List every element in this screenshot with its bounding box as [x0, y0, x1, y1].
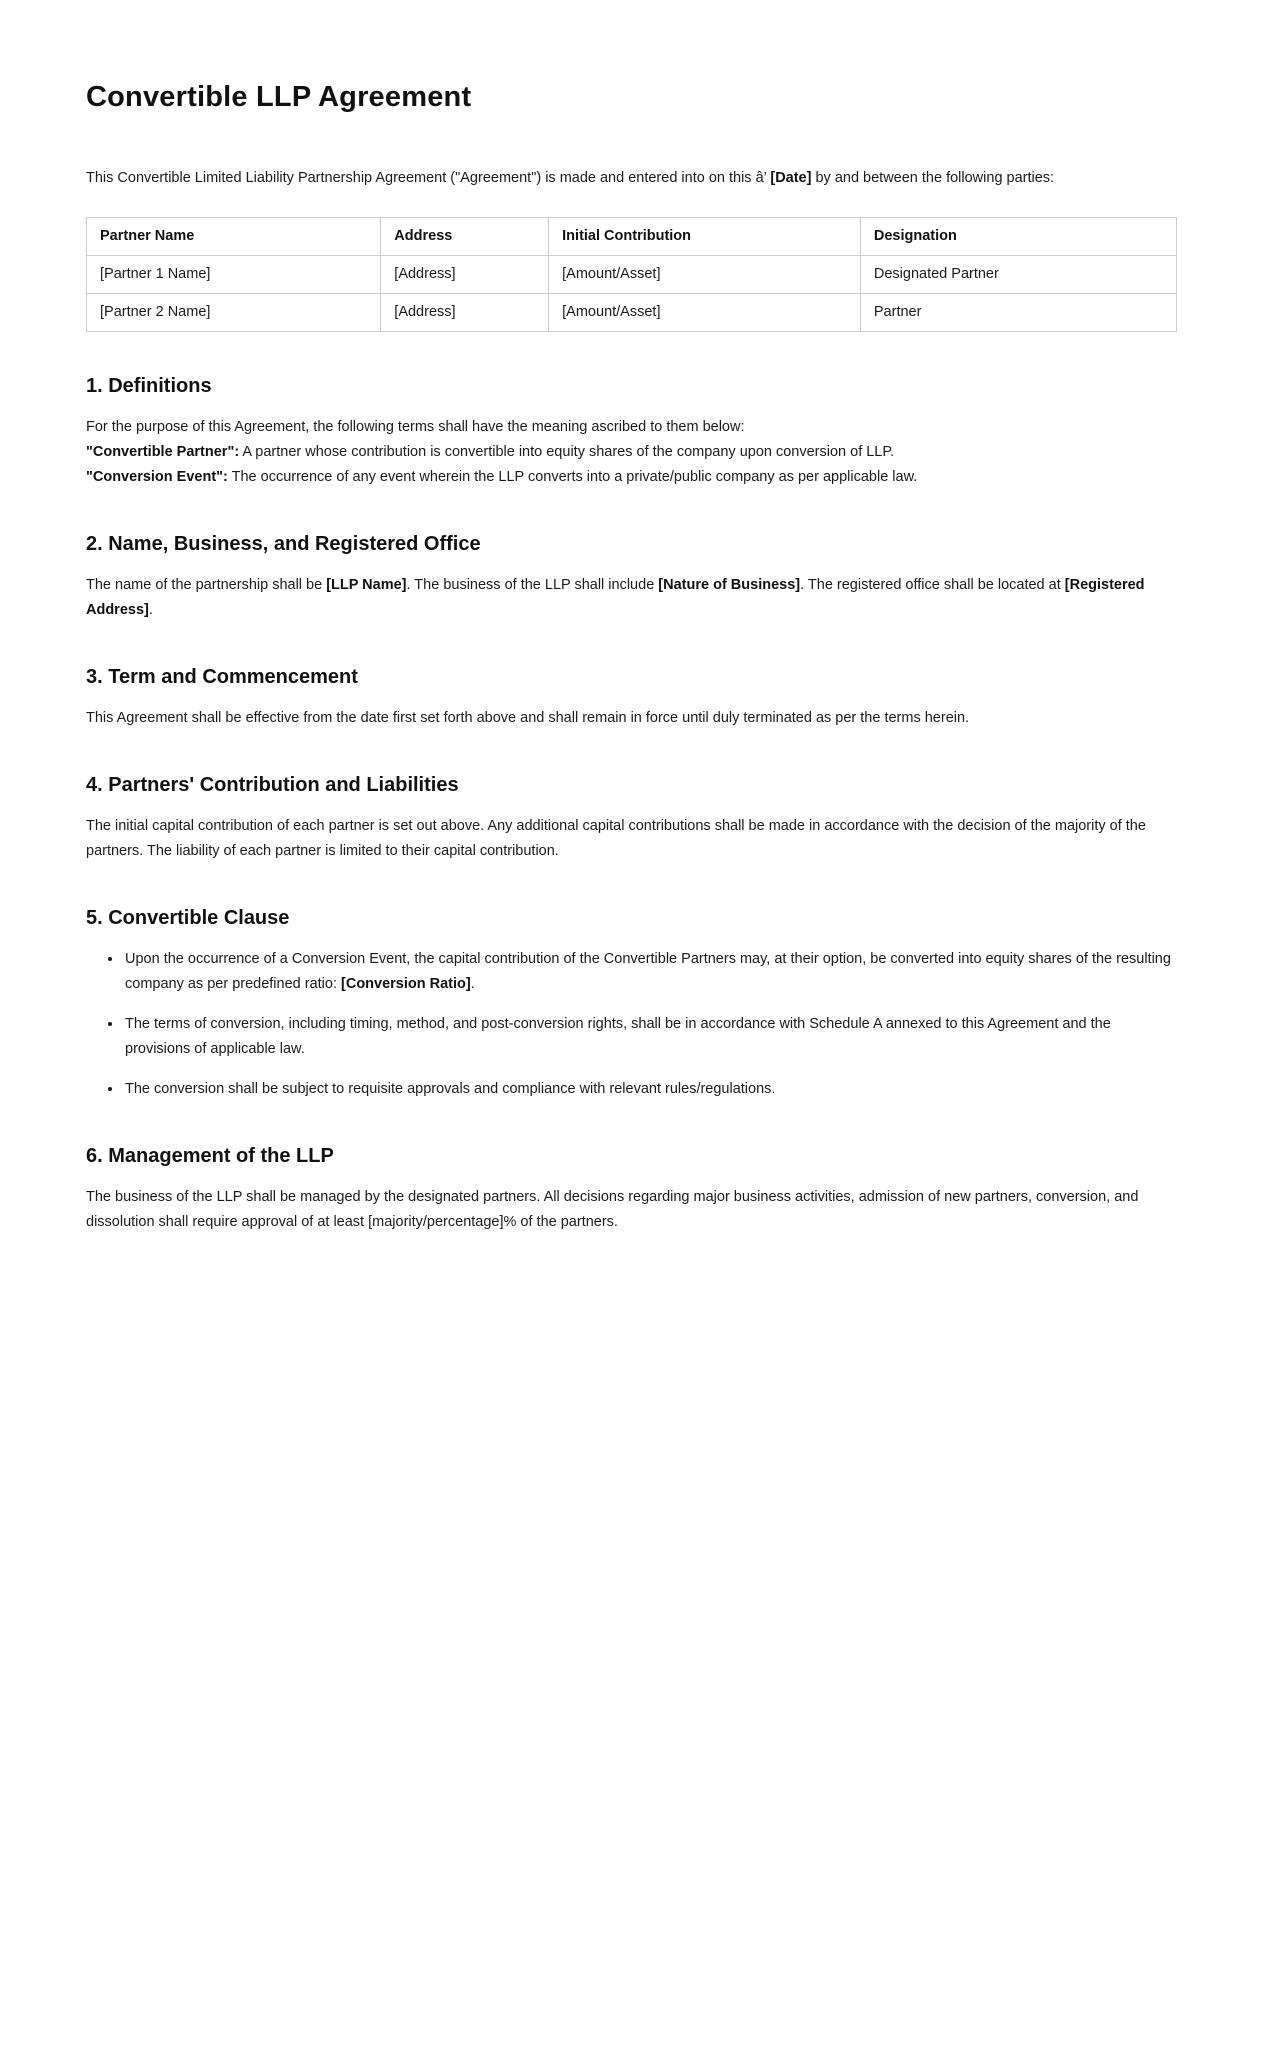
- convertible-clause-bullet-list: [86, 947, 1177, 1102]
- bullet-item: • The conversion shall be subject to requisite approvals and compliance with relevant rules/regulations.: [123, 1077, 1177, 1102]
- management-paragraph: The business of the LLP shall be managed by the designated partners. All decisions regarding major business activities, admission of new partners, conversion, and dissolution shall require approval of at least [majority/percentage]% of the partners.: [86, 1189, 1139, 1230]
- bold-segment: [LLP Name]: [326, 577, 407, 593]
- bullet-item: • The terms of conversion, including timing, method, and post-conversion rights, shall be in accordance with Schedule A annexed to this Agreement and the provisions of applicable law.: [123, 1012, 1177, 1062]
- definitions-line-1: For the purpose of this Agreement, the following terms shall have the meaning ascribed to them below:: [86, 419, 745, 435]
- section-management: [86, 1144, 1177, 1235]
- table-cell: [Address]: [381, 294, 549, 332]
- definitions-text: [86, 415, 1177, 490]
- name-business-office-paragraph: The name of the partnership shall be [LLP Name]. The business of the LLP shall include [Nature of Business]. The registered office shall be located at [Registered Address].: [86, 577, 1145, 618]
- bold-segment: [Date]: [770, 170, 812, 186]
- table-cell: [Address]: [381, 256, 549, 294]
- table-row: [87, 256, 1177, 294]
- partners-table: [86, 217, 1177, 332]
- column-header-address: Address: [381, 218, 549, 256]
- table-cell: Designated Partner: [860, 256, 1176, 294]
- table-cell: [Amount/Asset]: [549, 256, 861, 294]
- table-cell: [Partner 1 Name]: [87, 256, 381, 294]
- document-title: Convertible LLP Agreement: [86, 81, 472, 113]
- section-heading-contribution-liabilities: 4. Partners' Contribution and Liabilities: [86, 774, 459, 796]
- bold-segment: [Nature of Business]: [658, 577, 801, 593]
- section-definitions: [86, 374, 1177, 490]
- definitions-line-3: "Conversion Event": The occurrence of any event wherein the LLP converts into a private/public company as per applicable law.: [86, 469, 918, 485]
- section-term-commencement: [86, 665, 1177, 731]
- column-header-designation: Designation: [860, 218, 1176, 256]
- section-heading-term-commencement: 3. Term and Commencement: [86, 666, 358, 688]
- section-heading-name-business-office: 2. Name, Business, and Registered Office: [86, 533, 481, 555]
- partners-table-body: [87, 256, 1177, 332]
- table-row: [87, 294, 1177, 332]
- table-header-row: [87, 218, 1177, 256]
- section-contribution-liabilities: [86, 773, 1177, 864]
- table-cell: [Amount/Asset]: [549, 294, 861, 332]
- section-convertible-clause: [86, 906, 1177, 1102]
- bold-segment: [Registered Address]: [86, 577, 1145, 618]
- bold-segment: "Convertible Partner":: [86, 444, 240, 460]
- partners-table-head: [87, 218, 1177, 256]
- bullet-item: • Upon the occurrence of a Conversion Event, the capital contribution of the Convertible Partners may, at their option, be converted into equity shares of the resulting company as per predefined ratio: [Conversion Ratio].: [123, 947, 1177, 997]
- section-heading-definitions: 1. Definitions: [86, 375, 212, 397]
- section-heading-management: 6. Management of the LLP: [86, 1145, 334, 1167]
- section-name-business-office: [86, 532, 1177, 623]
- column-header-initial-contribution: Initial Contribution: [549, 218, 861, 256]
- contribution-liabilities-paragraph: The initial capital contribution of each partner is set out above. Any additional capital contributions shall be made in accordance with the decision of the majority of the partners. The liability of each partner is limited to their capital contribution.: [86, 818, 1146, 859]
- table-cell: Partner: [860, 294, 1176, 332]
- bold-segment: [Conversion Ratio]: [341, 976, 471, 992]
- intro-paragraph: This Convertible Limited Liability Partnership Agreement ("Agreement") is made and entered into on this â’ [Date] by and between the following parties:: [86, 170, 1055, 186]
- definitions-line-2: "Convertible Partner": A partner whose contribution is convertible into equity shares of the company upon conversion of LLP.: [86, 444, 895, 460]
- section-heading-convertible-clause: 5. Convertible Clause: [86, 907, 290, 929]
- column-header-partner-name: Partner Name: [87, 218, 381, 256]
- bold-segment: "Conversion Event":: [86, 469, 228, 485]
- table-cell: [Partner 2 Name]: [87, 294, 381, 332]
- term-commencement-paragraph: This Agreement shall be effective from the date first set forth above and shall remain in force until duly terminated as per the terms herein.: [86, 710, 970, 726]
